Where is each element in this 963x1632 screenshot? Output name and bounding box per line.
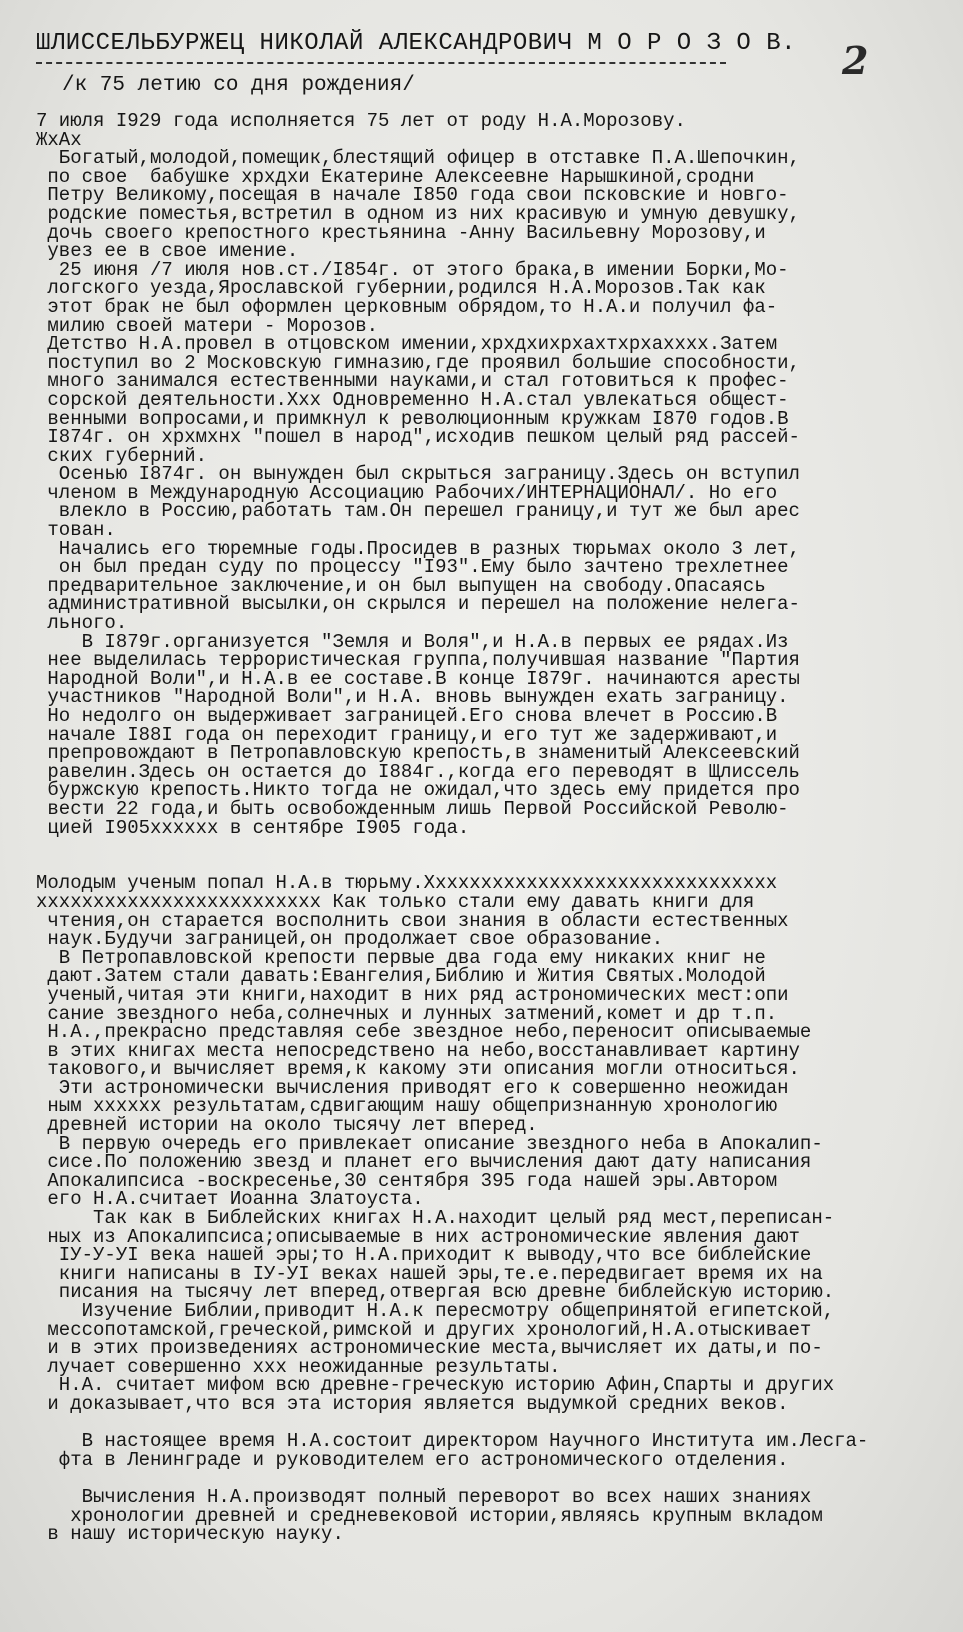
text-line: В настоящее время Н.А.состоит директором Научного Института им.Лесга- xyxy=(36,1430,869,1453)
page-number: 2 xyxy=(842,38,869,83)
text-line: 25 июня /7 июля нов.ст./I854г. от этого брака,в имении Борки,Мо- xyxy=(36,258,789,281)
text-line: ных из Апокалипсиса;описываемые в них астрономические явления дают xyxy=(36,1225,800,1248)
text-line: льного. xyxy=(36,612,128,635)
text-line: мессопотамской,греческой,римской и других хронологий,Н.А.отыскивает xyxy=(36,1318,812,1341)
text-line: Вычисления Н.А.производят полный переворот во всех наших знаниях xyxy=(36,1485,812,1508)
text-line: Народной Воли",и Н.А.в ее составе.В конце I879г. начинаются аресты xyxy=(36,667,800,690)
text-line: и в этих произведениях астрономические места,вычисляет их даты,и по- xyxy=(36,1337,823,1360)
text-line: административной высылки,он скрылся и перешел на положение нелега- xyxy=(36,593,800,616)
text-line: поступил во 2 Московскую гимназию,где проявил большие способности, xyxy=(36,351,800,374)
text-line: наук.Будучи заграницей,он продолжает свое образование. xyxy=(36,928,664,951)
document-subheading: /к 75 летию со дня рождения/ xyxy=(62,74,415,97)
text-line: Изучение Библии,приводит Н.А.к пересмотру общепринятой египетской, xyxy=(36,1300,835,1322)
text-line: В Петропавловской крепости первые два года ему никаких книг не xyxy=(36,946,766,969)
text-line: Осенью I874г. он вынужден был скрыться заграницу.Здесь он вступил xyxy=(36,463,800,486)
text-line: лучает совершенно ххх неожиданные результаты. xyxy=(36,1355,561,1378)
text-line: хронологии древней и средневековой истории,являясь крупным вкладом xyxy=(36,1504,823,1527)
text-line: членом в Международную Ассоциацию Рабочих/ИНТЕРНАЦИОНАЛ/. Но его xyxy=(36,481,778,504)
text-line: в нашу историческую науку. xyxy=(36,1523,344,1546)
text-line: ских губерний. xyxy=(36,444,208,467)
text-line: Начались его тюремные годы.Просидев в разных тюрьмах около 3 лет, xyxy=(36,537,800,560)
text-line: В первую очередь его привлекает описание звездного неба в Апокалип- xyxy=(36,1132,823,1155)
text-line: по свое бабушке хрхдхи Екатерине Алексеевне Нарышкиной,сродни xyxy=(36,165,755,188)
text-line: ученый,читая эти книги,находит в них ряд астрономических мест:опи xyxy=(36,983,789,1006)
heading-underline xyxy=(36,62,726,64)
text-line: препровождают в Петропавловскую крепость,в знаменитый Алексеевский xyxy=(36,742,800,765)
text-line: Богатый,молодой,помещик,блестящий офицер в отставке П.А.Шепочкин, xyxy=(36,147,800,170)
text-line: начале I88I года он переходит границу,и его тут же задерживают,и xyxy=(36,723,778,746)
text-line: такового,и вычисляет время,к какому эти описания могли относиться. xyxy=(36,1058,800,1081)
text-line: IУ-У-УI века нашей эры;то Н.А.приходит к выводу,что все библейские xyxy=(36,1244,812,1267)
text-line: его Н.А.считает Иоанна Златоуста. xyxy=(36,1188,424,1211)
text-line: влекло в Россию,работать там.Он перешел границу,и тут же был арес xyxy=(36,500,800,523)
text-line: древней истории на около тысячу лет вперед. xyxy=(36,1114,538,1137)
text-line: этот брак не был оформлен церковным обрядом,то Н.А.и получил фа- xyxy=(36,295,778,318)
text-line: Апокалипсиса -воскресенье,30 сентября 395 года нашей эры.Автором xyxy=(36,1169,778,1192)
text-line: Детство Н.А.провел в отцовском имении,хрхдхихрхахтхрхахххх.Затем xyxy=(36,333,778,356)
text-line: участников "Народной Воли",и Н.А. вновь вынужден ехать заграницу. xyxy=(36,686,789,709)
text-line: милию своей матери - Морозов. xyxy=(36,314,379,337)
text-line: нее выделилась террористическая группа,получившая название "Партия xyxy=(36,649,800,672)
text-line: увез ее в свое имение. xyxy=(36,240,299,263)
text-line: ным хххххх результатам,сдвигающим нашу общепризнанную хронологию xyxy=(36,1095,778,1118)
text-line: много занимался естественными науками,и стал готовиться к профес- xyxy=(36,370,789,393)
text-line: 7 июля I929 года исполняется 75 лет от роду Н.А.Морозову. xyxy=(36,110,686,132)
text-line: ЖхАх xyxy=(36,128,82,151)
blank-line xyxy=(36,837,936,856)
text-line: Н.А. считает мифом всю древне-греческую историю Афин,Спарты и других xyxy=(36,1374,835,1397)
text-line: чтения,он старается восполнить свои знания в области естественных xyxy=(36,909,789,932)
text-line: писания на тысячу лет вперед,отвергая всю древне библейскую историю. xyxy=(36,1281,835,1304)
text-line: буржскую крепость.Никто тогда не ожидал,что здесь ему придется про xyxy=(36,779,800,802)
text-line: I874г. он хрхмхнх "пошел в народ",исходив пешком целый ряд рассей- xyxy=(36,426,800,449)
text-line: дочь своего крепостного крестьянина -Анну Васильевну Морозову,и xyxy=(36,221,766,244)
text-line: тован. xyxy=(36,519,116,542)
text-line: Эти астрономически вычисления приводят его к совершенно неожидан xyxy=(36,1076,789,1099)
text-line: сорской деятельности.Ххх Одновременно Н.А.стал увлекаться общест- xyxy=(36,388,789,411)
text-line: логского уезда,Ярославской губернии,родился Н.А.Морозов.Так как xyxy=(36,277,766,300)
text-line: сисе.По положению звезд и планет его вычисления дают дату написания xyxy=(36,1151,812,1174)
document-heading: ШЛИССЕЛЬБУРЖЕЦ НИКОЛАЙ АЛЕКСАНДРОВИЧ М О Р О З О В. xyxy=(36,30,797,57)
text-line: В I879г.организуется "Земля и Воля",и Н.А.в первых ее рядах.Из xyxy=(36,630,789,653)
text-line: Молодым ученым попал Н.А.в тюрьму.Ххххххххххххххххххххххххххххххх xyxy=(36,872,778,895)
text-line: равелин.Здесь он остается до I884г.,когда его переводят в Щлиссель xyxy=(36,760,800,783)
text-line: книги написаны в IУ-УI веках нашей эры,те.е.передвигает время их на xyxy=(36,1262,823,1285)
text-line: он был предан суду по процессу "I93".Ему было зачтено трехлетнее xyxy=(36,556,789,579)
text-line: Петру Великому,посещая в начале I850 года свои псковские и новго- xyxy=(36,184,789,207)
text-line: в этих книгах места непосредствено на небо,восстанавливает картину xyxy=(36,1039,800,1062)
text-line: сание звездного неба,солнечных и лунных затмений,комет и др т.п. xyxy=(36,1002,778,1025)
text-line: Так как в Библейских книгах Н.А.находит целый ряд мест,переписан- xyxy=(36,1207,835,1230)
text-line: цией I905хххххх в сентябре I905 года. xyxy=(36,816,470,839)
text-line: фта в Ленинграде и руководителем его астрономического отделения. xyxy=(36,1448,789,1471)
text-line: предварительное заключение,и он был выпущен на свободу.Опасаясь xyxy=(36,574,766,597)
text-line: Но недолго он выдерживает заграницей.Его снова влечет в Россию.В xyxy=(36,705,778,727)
document-body xyxy=(36,112,936,1544)
text-line: венными вопросами,и примкнул к революционным кружкам I870 годов.В xyxy=(36,407,789,430)
text-line: вести 22 года,и быть освобожденным лишь Первой Российской Револю- xyxy=(36,797,789,820)
text-line: ххххххххххххххххххххххххх Как только стали ему давать книги для xyxy=(36,890,755,913)
text-line: дают.Затем стали давать:Евангелия,Библию и Жития Святых.Молодой xyxy=(36,965,766,988)
text-line: родские поместья,встретил в одном из них красивую и умную девушку, xyxy=(36,202,800,225)
text-line: Н.А.,прекрасно представляя себе звездное небо,переносит описываемые xyxy=(36,1021,812,1044)
text-line: и доказывает,что вся эта история является выдумкой средних веков. xyxy=(36,1392,789,1415)
